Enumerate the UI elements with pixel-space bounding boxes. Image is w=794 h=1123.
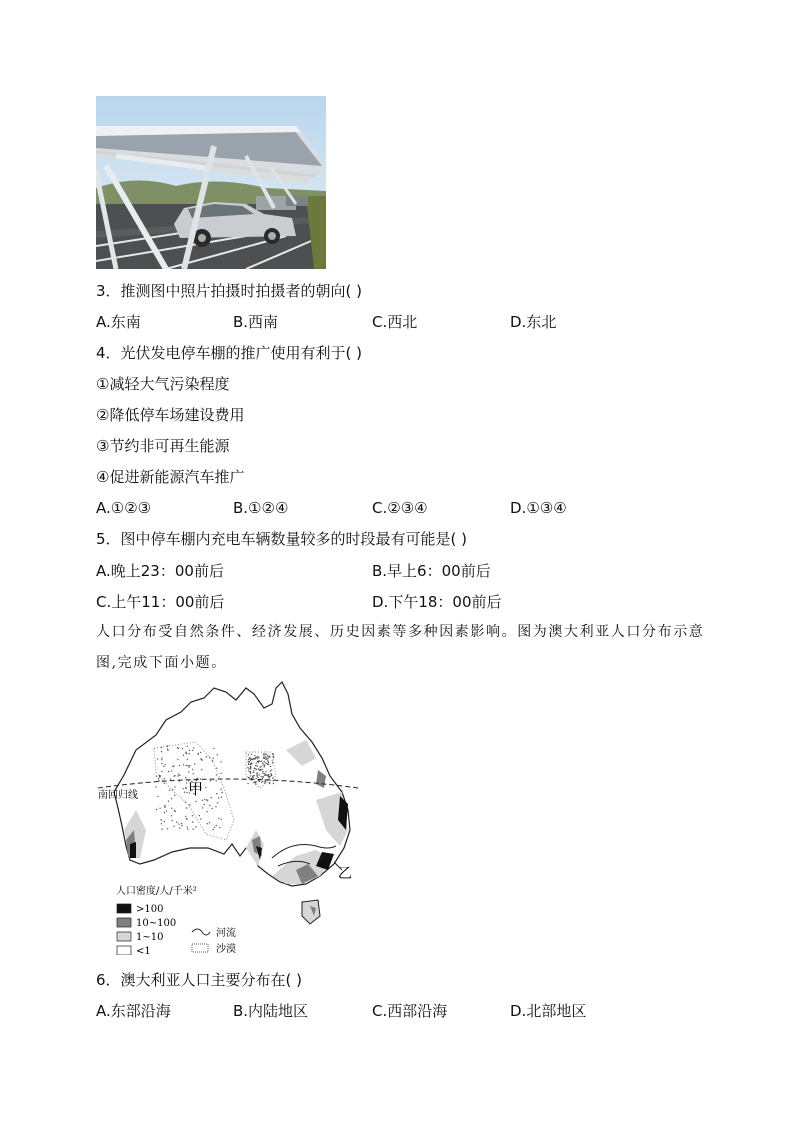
desert-dot — [183, 755, 184, 756]
desert-dot — [187, 829, 188, 830]
question-4-option-b[interactable]: B.①②④ — [233, 499, 289, 517]
desert-dot — [200, 752, 201, 753]
desert-dot — [211, 797, 212, 798]
desert-dot — [252, 759, 253, 760]
desert-dot — [189, 804, 190, 805]
desert-dot — [161, 771, 162, 772]
desert-dot — [248, 754, 249, 755]
legend-swatch-10-100 — [117, 918, 131, 927]
desert-dot — [195, 801, 196, 802]
desert-dot — [172, 789, 173, 790]
label-yi: 乙 — [338, 866, 352, 882]
desert-dot — [184, 792, 185, 793]
desert-dot — [168, 771, 169, 772]
desert-dot — [164, 812, 165, 813]
legend-label-1-10: 1~10 — [136, 932, 164, 943]
desert-dot — [164, 821, 165, 822]
desert-dot — [264, 775, 265, 776]
question-4-item-2: ②降低停车场建设费用 — [96, 406, 245, 424]
desert-dot — [248, 777, 249, 778]
desert-dot — [265, 781, 266, 782]
desert-dot — [176, 822, 177, 823]
desert-dot — [201, 769, 202, 770]
desert-dot — [259, 781, 260, 782]
question-4-option-d[interactable]: D.①③④ — [510, 499, 567, 517]
desert-dot — [159, 775, 160, 776]
desert-dot — [187, 827, 188, 828]
desert-dot — [179, 775, 180, 776]
desert-dot — [204, 799, 205, 800]
desert-dot — [167, 828, 168, 829]
desert-dot — [188, 766, 189, 767]
desert-dot — [255, 765, 256, 766]
desert-dot — [185, 816, 186, 817]
legend-title: 人口密度/人/千米² — [116, 886, 197, 897]
desert-dot — [168, 801, 169, 802]
desert-dot — [195, 826, 196, 827]
desert-dot — [262, 773, 263, 774]
desert-dot — [259, 761, 260, 762]
question-5-option-a[interactable]: A.晚上23：00前后 — [96, 562, 224, 580]
desert-dot — [217, 802, 218, 803]
desert-dot — [255, 778, 256, 779]
desert-dot — [258, 761, 259, 762]
desert-dot — [255, 758, 256, 759]
desert-dot — [254, 755, 255, 756]
desert-dot — [258, 774, 259, 775]
desert-dot — [265, 753, 266, 754]
desert-dot — [265, 757, 266, 758]
desert-dot — [161, 759, 162, 760]
desert-dot — [209, 822, 210, 823]
desert-dot — [192, 815, 193, 816]
question-5-option-c[interactable]: C.上午11：00前后 — [96, 593, 225, 611]
desert-dot — [257, 773, 258, 774]
desert-dot — [250, 775, 251, 776]
desert-dot — [213, 758, 214, 759]
desert-dot — [273, 756, 274, 757]
desert-dot — [248, 761, 249, 762]
question-4-item-1: ①减轻大气污染程度 — [96, 375, 230, 393]
desert-dot — [273, 783, 274, 784]
question-4-option-c[interactable]: C.②③④ — [372, 499, 428, 517]
desert-dot — [254, 768, 255, 769]
desert-dot — [174, 775, 175, 776]
question-6-option-c[interactable]: C.西部沿海 — [372, 1002, 448, 1020]
question-5-option-d[interactable]: D.下午18：00前后 — [372, 593, 502, 611]
desert-dot — [252, 776, 253, 777]
desert-dot — [164, 805, 165, 806]
desert-dot — [202, 800, 203, 801]
desert-dot — [192, 821, 193, 822]
desert-dot — [199, 815, 200, 816]
desert-dot — [221, 789, 222, 790]
desert-dot — [250, 759, 251, 760]
desert-dot — [213, 829, 214, 830]
desert-dot — [257, 758, 258, 759]
desert-dot — [221, 792, 222, 793]
desert-dot — [166, 810, 167, 811]
desert-dot — [171, 808, 172, 809]
desert-dot — [185, 777, 186, 778]
desert-dot — [161, 751, 162, 752]
legend-label-desert: 沙漠 — [216, 944, 236, 955]
desert-dot — [197, 754, 198, 755]
desert-dot — [174, 810, 175, 811]
desert-dot — [185, 802, 186, 803]
desert-dot — [253, 770, 254, 771]
desert-dot — [265, 771, 266, 772]
desert-dot — [193, 773, 194, 774]
desert-dot — [220, 773, 221, 774]
question-3-option-d[interactable]: D.东北 — [510, 313, 557, 331]
question-6-option-d[interactable]: D.北部地区 — [510, 1002, 587, 1020]
question-4-stem: 4．光伏发电停车棚的推广使用有利于( ) — [96, 344, 363, 362]
desert-dot — [220, 761, 221, 762]
desert-dot — [171, 798, 172, 799]
desert-dot — [167, 746, 168, 747]
desert-dot — [192, 829, 193, 830]
question-3-option-b[interactable]: B.西南 — [233, 313, 279, 331]
desert-dot — [251, 754, 252, 755]
tropic-label: 南回归线 — [98, 790, 138, 801]
desert-dot — [262, 771, 263, 772]
desert-dot — [200, 758, 201, 759]
desert-dot — [164, 778, 165, 779]
australia-population-map — [96, 680, 366, 955]
desert-dot — [215, 806, 216, 807]
desert-dot — [263, 753, 264, 754]
desert-dot — [216, 793, 217, 794]
desert-dot — [262, 778, 263, 779]
desert-dot — [247, 767, 248, 768]
desert-dot — [249, 761, 250, 762]
desert-dot — [164, 783, 165, 784]
desert-dot — [269, 782, 270, 783]
desert-dot — [248, 768, 249, 769]
desert-dot — [271, 769, 272, 770]
desert-dot — [268, 762, 269, 763]
desert-dot — [262, 781, 263, 782]
desert-dot — [178, 823, 179, 824]
desert-dot — [271, 775, 272, 776]
desert-dot — [212, 760, 213, 761]
desert-dot — [217, 754, 218, 755]
desert-dot — [209, 805, 210, 806]
desert-dot — [170, 778, 171, 779]
intro-paragraph: 人口分布受自然条件、经济发展、历史因素等多种因素影响。图为澳大利亚人口分布示意图,完成下面小题。 — [96, 624, 705, 671]
desert-dot — [205, 787, 206, 788]
river-legend-icon — [192, 929, 210, 935]
desert-dot — [257, 777, 258, 778]
desert-dot — [189, 753, 190, 754]
legend-swatch-gt100 — [117, 904, 131, 913]
desert-dot — [172, 820, 173, 821]
question-3-stem: 3．推测图中照片拍摄时拍摄者的朝向( ) — [96, 282, 363, 300]
question-6-stem: 6．澳大利亚人口主要分布在( ) — [96, 971, 303, 989]
desert-dot — [261, 782, 262, 783]
desert-dot — [248, 759, 249, 760]
desert-dot — [253, 772, 254, 773]
desert-dot — [256, 774, 257, 775]
desert-dot — [167, 748, 168, 749]
desert-dot — [262, 776, 263, 777]
desert-dot — [269, 755, 270, 756]
desert-dot — [192, 750, 193, 751]
desert-dot — [250, 772, 251, 773]
desert-dot — [185, 753, 186, 754]
desert-dot — [247, 783, 248, 784]
desert-dot — [161, 823, 162, 824]
desert-dot — [171, 770, 172, 771]
desert-dot — [193, 747, 194, 748]
desert-dot — [206, 799, 207, 800]
desert-dot — [182, 748, 183, 749]
desert-dot — [186, 765, 187, 766]
desert-dot — [264, 782, 265, 783]
desert-dot — [263, 755, 264, 756]
desert-dot — [261, 766, 262, 767]
desert-dot — [159, 780, 160, 781]
desert-dot — [218, 818, 219, 819]
desert-dot — [158, 778, 159, 779]
desert-dot — [254, 775, 255, 776]
desert-dot — [201, 760, 202, 761]
desert-dot — [157, 758, 158, 759]
solar-carport-photo — [96, 96, 326, 269]
desert-dot — [161, 757, 162, 758]
legend-label-gt100: >100 — [136, 904, 164, 915]
desert-dot — [216, 825, 217, 826]
desert-dot — [264, 761, 265, 762]
desert-dot — [178, 774, 179, 775]
desert-dot — [165, 764, 166, 765]
desert-dot — [189, 765, 190, 766]
question-4-option-a[interactable]: A.①②③ — [96, 499, 152, 517]
legend-label-10-100: 10~100 — [136, 918, 177, 929]
desert-dot — [172, 766, 173, 767]
desert-dot — [194, 763, 195, 764]
desert-dot — [210, 780, 211, 781]
desert-dot — [175, 811, 176, 812]
desert-dot — [262, 764, 263, 765]
desert-dot — [265, 762, 266, 763]
desert-dot — [216, 768, 217, 769]
desert-dot — [257, 765, 258, 766]
desert-dot — [253, 782, 254, 783]
desert-dot — [266, 775, 267, 776]
desert-dot — [164, 806, 165, 807]
desert-dot — [266, 763, 267, 764]
question-3-option-c[interactable]: C.西北 — [372, 313, 418, 331]
desert-dot — [183, 764, 184, 765]
legend-swatch-1-10 — [117, 932, 131, 941]
desert-dot — [197, 778, 198, 779]
desert-dot — [216, 774, 217, 775]
desert-dot — [270, 773, 271, 774]
desert-dot — [173, 826, 174, 827]
desert-dot — [221, 819, 222, 820]
desert-dot — [163, 766, 164, 767]
desert-dot — [267, 764, 268, 765]
desert-dot — [155, 786, 156, 787]
desert-dot — [256, 763, 257, 764]
desert-dot — [171, 815, 172, 816]
desert-dot — [161, 829, 162, 830]
desert-dot — [267, 760, 268, 761]
desert-dot — [161, 763, 162, 764]
desert-dot — [177, 775, 178, 776]
desert-dot — [156, 776, 157, 777]
desert-dot — [181, 825, 182, 826]
desert-dot — [214, 827, 215, 828]
desert-dot — [174, 786, 175, 787]
desert-dot — [221, 797, 222, 798]
desert-dot — [253, 758, 254, 759]
legend-label-lt1: <1 — [136, 946, 151, 955]
question-6-option-a[interactable]: A.东部沿海 — [96, 1002, 171, 1020]
desert-dot — [161, 747, 162, 748]
question-5-option-b[interactable]: B.早上6：00前后 — [372, 562, 491, 580]
desert-dot — [183, 788, 184, 789]
desert-legend-icon — [192, 944, 208, 952]
desert-dot — [249, 757, 250, 758]
desert-dot — [187, 746, 188, 747]
desert-dot — [258, 768, 259, 769]
desert-dot — [206, 811, 207, 812]
desert-dot — [178, 748, 179, 749]
desert-dot — [255, 781, 256, 782]
desert-dot — [255, 783, 256, 784]
desert-dot — [265, 759, 266, 760]
question-5-stem: 5．图中停车棚内充电车辆数量较多的时段最有可能是( ) — [96, 530, 468, 548]
desert-dot — [177, 759, 178, 760]
desert-dot — [200, 818, 201, 819]
question-4-item-4: ④促进新能源汽车推广 — [96, 468, 245, 486]
desert-dot — [216, 780, 217, 781]
desert-dot — [213, 748, 214, 749]
desert-dot — [189, 750, 190, 751]
desert-dot — [248, 764, 249, 765]
desert-dot — [264, 765, 265, 766]
desert-dot — [157, 796, 158, 797]
desert-dot — [179, 765, 180, 766]
desert-dot — [272, 760, 273, 761]
desert-dot — [218, 797, 219, 798]
desert-dot — [212, 808, 213, 809]
desert-dot — [188, 771, 189, 772]
desert-dot — [250, 767, 251, 768]
desert-dot — [186, 818, 187, 819]
desert-dot — [256, 769, 257, 770]
desert-dot — [169, 790, 170, 791]
desert-dot — [209, 757, 210, 758]
desert-dot — [262, 769, 263, 770]
desert-dot — [258, 757, 259, 758]
legend-label-river: 河流 — [216, 928, 236, 939]
label-jia: 甲 — [188, 780, 204, 798]
question-3-option-a[interactable]: A.东南 — [96, 313, 141, 331]
question-6-option-b[interactable]: B.内陆地区 — [233, 1002, 309, 1020]
desert-dot — [272, 777, 273, 778]
desert-dot — [187, 765, 188, 766]
legend-swatch-lt1 — [117, 946, 131, 955]
desert-dot — [251, 762, 252, 763]
desert-dot — [270, 766, 271, 767]
desert-dot — [179, 827, 180, 828]
desert-dot — [206, 756, 207, 757]
desert-dot — [219, 827, 220, 828]
desert-dot — [268, 777, 269, 778]
desert-dot — [161, 819, 162, 820]
desert-dot — [262, 762, 263, 763]
question-4-item-3: ③节约非可再生能源 — [96, 437, 230, 455]
desert-dot — [267, 775, 268, 776]
desert-dot — [192, 769, 193, 770]
desert-dot — [267, 756, 268, 757]
desert-dot — [264, 773, 265, 774]
desert-dot — [270, 770, 271, 771]
desert-dot — [268, 757, 269, 758]
desert-dot — [159, 776, 160, 777]
desert-dot — [187, 759, 188, 760]
desert-dot — [261, 761, 262, 762]
desert-dot — [250, 768, 251, 769]
desert-dot — [202, 807, 203, 808]
desert-dot — [264, 758, 265, 759]
desert-dot — [156, 809, 157, 810]
desert-dot — [260, 769, 261, 770]
desert-dot — [248, 770, 249, 771]
desert-dot — [256, 756, 257, 757]
desert-dot — [273, 754, 274, 755]
desert-dot — [260, 776, 261, 777]
desert-dot — [207, 823, 208, 824]
desert-dot — [181, 823, 182, 824]
desert-dot — [203, 804, 204, 805]
desert-dot — [272, 762, 273, 763]
desert-dot — [174, 795, 175, 796]
desert-dot — [268, 774, 269, 775]
desert-dot — [159, 808, 160, 809]
desert-dot — [186, 807, 187, 808]
desert-dot — [185, 787, 186, 788]
